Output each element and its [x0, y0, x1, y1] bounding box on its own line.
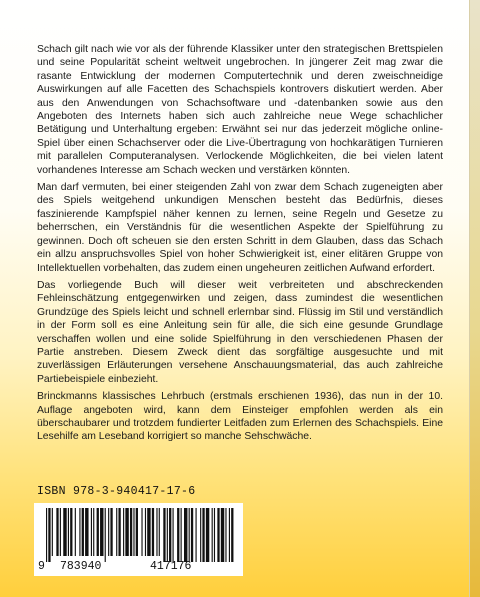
- barcode-bar: [108, 508, 109, 556]
- barcode-bar: [225, 508, 226, 562]
- barcode-bar: [93, 508, 94, 556]
- barcode-bar: [79, 508, 80, 556]
- barcode-bar: [145, 508, 146, 556]
- barcode-bar: [200, 508, 201, 562]
- barcode-digit-first: 9: [38, 560, 45, 573]
- barcode-bars: [46, 508, 236, 562]
- barcode-bar: [177, 508, 179, 562]
- barcode-bar: [229, 508, 230, 562]
- barcode-bar: [130, 508, 132, 556]
- barcode-bar: [56, 508, 58, 556]
- barcode-bar: [97, 508, 99, 556]
- barcode-bar: [167, 508, 168, 562]
- barcode-bar: [116, 508, 117, 556]
- barcode-bar: [105, 508, 106, 562]
- barcode-bar: [163, 508, 165, 562]
- barcode-bar: [152, 508, 154, 556]
- barcode-bar: [184, 508, 187, 562]
- paragraph-1: Schach gilt nach wie vor als der führende Klassiker unter den strategischen Brettspielen und seine Popularität scheint weltweit ungebrochen. In jüngerer Zeit mag zwar die rasante Entwicklung der modernen Computertechnik und deren zweischneidige Auswirkungen auf alle Facetten des Schachspiels kontrovers diskutiert werden. Aber aus den Anwendungen von Schachsoftware und -datenbanken sowie aus den Angeboten des Internets haben sich auch zahlreiche neue Wege schachlicher Betätigung und Unterhaltung ergeben: Erwähnt sei nur das jederzeit mögliche online-Spiel über einen Schachserver oder die Live-Übertragung von hochkarätigen Turnieren mit parallelen Computeranalysen. Verlockende Möglichkeiten, die bei vielen latent vorhandenes Interesse am Schach wecken und verstärken könnten.: [37, 44, 443, 176]
- barcode-bar: [206, 508, 209, 562]
- barcode-bar: [52, 508, 53, 556]
- barcode-bar: [63, 508, 66, 556]
- paragraph-3: Das vorliegende Buch will dieser weit verbreiteten und abschreckenden Fehleinschätzung entgegenwirken und zeigen, dass zumindest die wesentlichen Grundzüge des Spiels leicht und schnell erlernbar sind. Flüssig im Stil und verständlich in der Form soll es eine Anleitung sein für alle, die sich eine gesunde Grundlage verschaffen wollen und eine solide Spielführung in den verschiedenen Phasen der Partie anstreben. Diesem Zweck dient das sorgfältige ausgesuchte und mit zuverlässigen Erläuterungen versehene Anschauungsmaterial, das auch zahlreiche Partiebeispiele einbezieht.: [37, 279, 443, 385]
- barcode-bar: [202, 508, 204, 562]
- barcode-bar: [147, 508, 150, 556]
- barcode-bar: [231, 508, 233, 562]
- paragraph-2: Man darf vermuten, bei einer steigenden Zahl von zwar dem Schach zugeneigten aber des Spiels weitgehend unkundigen Menschen besteht das Bedürfnis, dieses faszinierende Kampfspiel näher kennen zu lernen, seine Regeln und Gesetze zu beherrschen, ein Verständnis für die wesentlichen Aspekte der Spielführung zu gewinnen. Doch oft scheuen sie den ersten Schritt in dem Glauben, dass das Schach ein allzu anspruchsvolles Spiel von hoher Schwierigkeit ist, einer elitären Gruppe von Intellektuellen vorbehalten, das zudem einen ungeheuren zeitlichen Aufwand erfordert.: [37, 182, 443, 274]
- barcode-bar: [141, 508, 142, 556]
- barcode-bar: [217, 508, 219, 562]
- barcode-bar: [191, 508, 193, 562]
- barcode-bar: [75, 508, 76, 556]
- barcode-bar: [136, 508, 138, 556]
- barcode-bar: [214, 508, 215, 562]
- book-edge: [469, 0, 480, 597]
- barcode-bar: [221, 508, 224, 562]
- barcode-bar: [212, 508, 213, 562]
- barcode-bar: [123, 508, 124, 556]
- paragraph-4: Brinckmanns klassisches Lehrbuch (erstmals erschienen 1936), das nun in der 10. Auflage angeboten wird, kann dem Einsteiger empfohlen werden als ein überschaubarer und trotzdem fundierter Leitfaden zum Erlernen des Schachspiels. Eine Lesehilfe am Leseband korrigiert so manche Sehschwäche.: [37, 391, 443, 443]
- barcode-bar: [169, 508, 171, 562]
- barcode-bar: [181, 508, 182, 562]
- barcode-bar: [159, 508, 160, 556]
- barcode-bar: [133, 508, 134, 556]
- back-cover-text: [37, 43, 443, 448]
- isbn-label: ISBN 978-3-940417-17-6: [37, 485, 196, 498]
- barcode-bar: [48, 508, 50, 562]
- barcode-bar: [100, 508, 103, 556]
- barcode-bar: [189, 508, 190, 562]
- barcode-bar: [85, 508, 88, 556]
- barcode-bar: [110, 508, 112, 556]
- barcode-bar: [196, 508, 197, 562]
- barcode-bar: [118, 508, 120, 556]
- barcode-bar: [82, 508, 84, 556]
- barcode-bar: [156, 508, 157, 556]
- barcode-digits-left: 783940: [60, 560, 102, 573]
- barcode-digits-right: 417176: [150, 560, 192, 573]
- barcode-bar: [125, 508, 128, 556]
- barcode-bar: [46, 508, 47, 562]
- barcode-bar: [91, 508, 92, 556]
- barcode-bar: [60, 508, 61, 556]
- barcode-bar: [70, 508, 72, 556]
- barcode-bar: [68, 508, 69, 556]
- barcode-bar: [173, 508, 174, 562]
